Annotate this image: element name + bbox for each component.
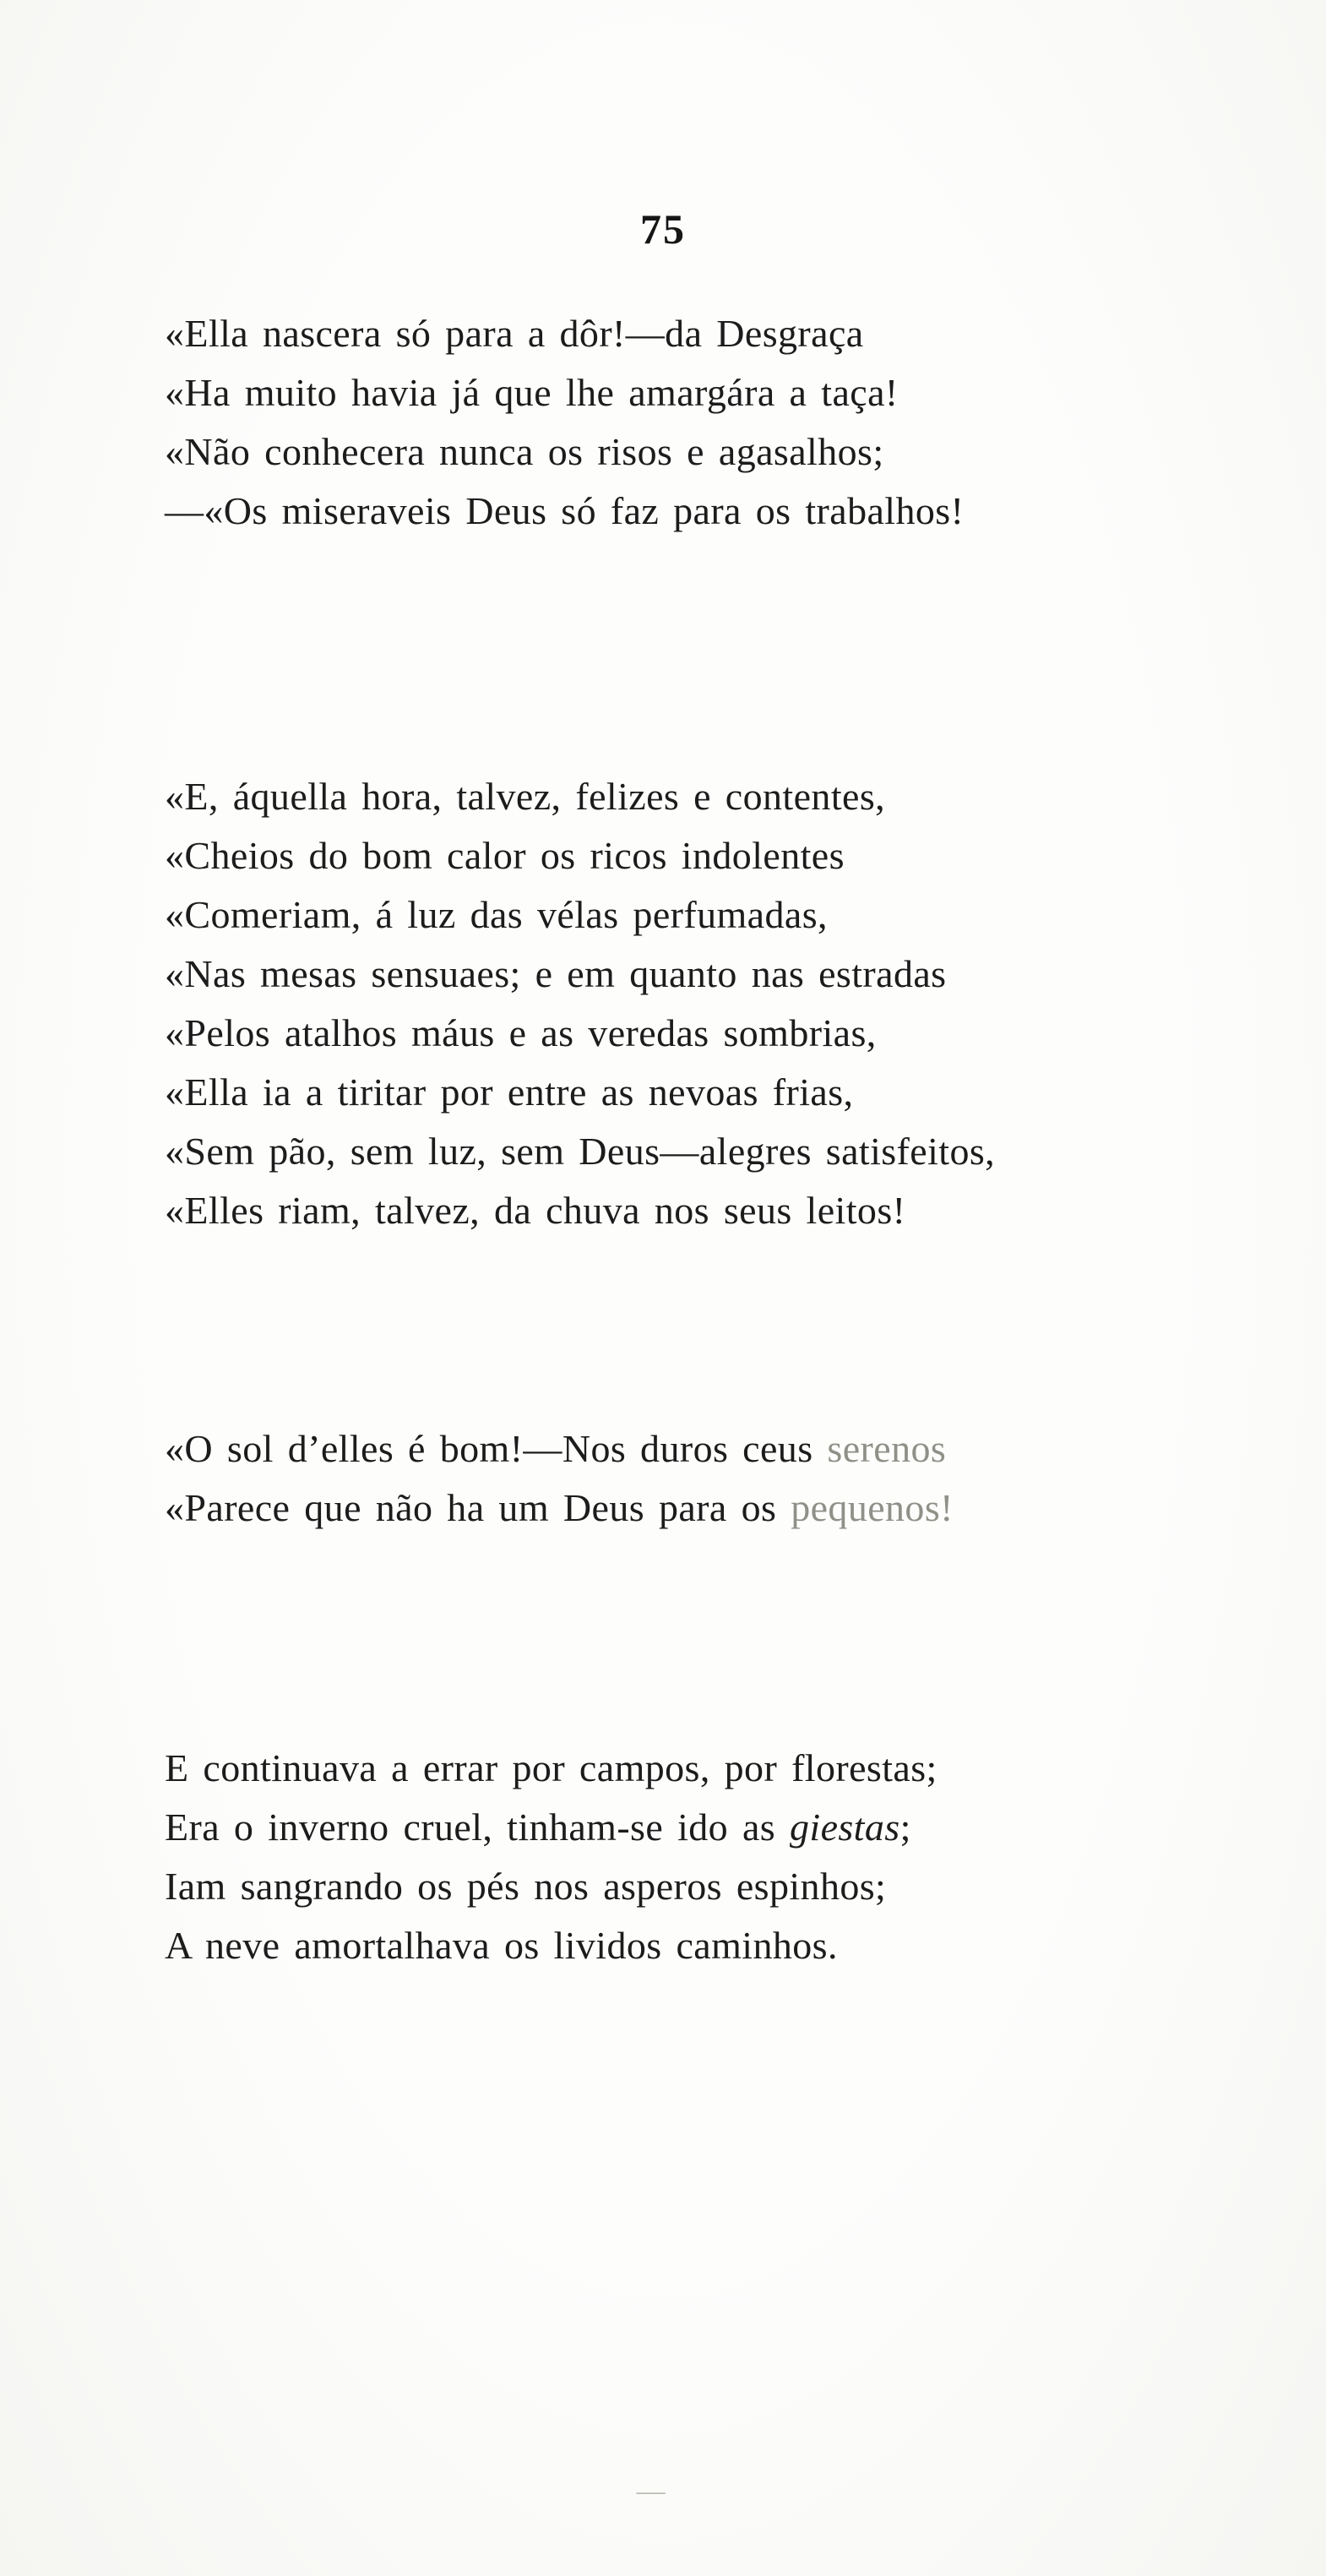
verse-line: «Ha muito havia já que lhe amargára a taça! — [165, 371, 899, 414]
verse-text: «Parece que não ha um Deus para os — [165, 1486, 791, 1529]
verse-line: Iam sangrando os pés nos asperos espinhos; — [165, 1865, 887, 1908]
page-number: 75 — [640, 205, 686, 253]
verse-line: «Não conhecera nunca os risos e agasalhos; — [165, 430, 884, 473]
verse-line: «Ella nascera só para a dôr!—da Desgraça — [165, 312, 864, 355]
verse-line: «Nas mesas sensuaes; e em quanto nas estradas — [165, 952, 947, 995]
verse-line: «Pelos atalhos máus e as veredas sombrias, — [165, 1011, 877, 1054]
stanza — [165, 767, 1233, 1240]
poem-text-block — [165, 304, 1233, 1975]
verse-line: —«Os miseraveis Deus só faz para os trabalhos! — [165, 489, 965, 532]
verse-line: «Elles riam, talvez, da chuva nos seus leitos! — [165, 1189, 906, 1232]
stanza — [165, 1739, 1233, 1975]
verse-line: «Comeriam, á luz das vélas perfumadas, — [165, 893, 828, 936]
verse-text: «O sol d’elles é bom!—Nos duros ceus — [165, 1427, 828, 1470]
verse-line: E continuava a errar por campos, por florestas; — [165, 1746, 937, 1789]
verse-line: «Ella ia a tiritar por entre as nevoas frias, — [165, 1070, 854, 1114]
stanza — [165, 1419, 1233, 1538]
book-page — [0, 204, 1326, 2507]
verse-text-italic: giestas — [789, 1805, 900, 1849]
verse-line: «Sem pão, sem luz, sem Deus—alegres satisfeitos, — [165, 1130, 996, 1173]
verse-text-faded: pequenos! — [791, 1486, 954, 1529]
scan-artifact-mark: — — [636, 2475, 666, 2507]
verse-text-faded: serenos — [827, 1427, 947, 1470]
verse-text: ; — [899, 1805, 911, 1849]
verse-line — [165, 1798, 1233, 1857]
verse-line: «Cheios do bom calor os ricos indolentes — [165, 834, 845, 877]
verse-line — [165, 1479, 1233, 1538]
verse-line — [165, 1419, 1233, 1479]
verse-text: Era o inverno cruel, tinham-se ido as — [165, 1805, 790, 1849]
verse-line: «E, áquella hora, talvez, felizes e contentes, — [165, 775, 886, 818]
verse-line: A neve amortalhava os lividos caminhos. — [165, 1924, 838, 1967]
stanza — [165, 304, 1233, 541]
